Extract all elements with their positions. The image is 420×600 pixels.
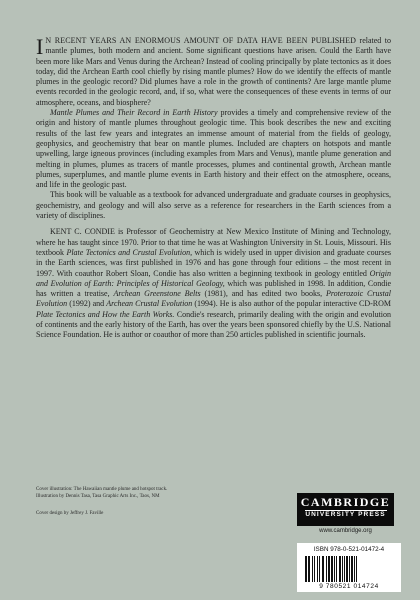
- bio-text: is Professor of Geochemistry at New Mexico Institute of Mining and Technology, where he has taught since 1970. Prior to that time he was at Washington University in St. Louis, Missouri. His textbook: [36, 227, 392, 257]
- bio-text: which is widely used in upper division and graduate courses in the Earth sciences, was first published in 1976 and has gone through four editions – the most recent in 1997. With coauthor Robert Sloan, Condie has also written a beginning textbook in geology entitled: [36, 247, 392, 278]
- bio-text: (1992) and: [69, 299, 105, 309]
- publisher-url: www.cambridge.org: [319, 528, 372, 534]
- barcode-bar: [339, 556, 341, 582]
- isbn-label: ISBN 978-0-521-01472-4: [313, 546, 385, 553]
- blurb-paragraph-3: This book will be valuable as a textbook for advanced undergraduate and graduate courses in geophysics, geochemistry, and geology and will also serve as a reference for researchers in the Earth sciences from a variety of disciplines.: [36, 190, 391, 221]
- bio-text: (1994). He is also author of the popular interactive CD-ROM: [194, 299, 392, 309]
- bio-book-title: Plate Tectonics and How the Earth Works.: [36, 309, 175, 319]
- barcode-bar: [331, 556, 333, 582]
- credit-line: Illustration by Dennis Tasa, Tasa Graphic Arts Inc., Taos, NM: [36, 494, 160, 499]
- bio-text: Condie's research, primarily dealing with the origin and evolution of continents and the early history of the Earth, has over the years been sponsored chiefly by the U.S. National Science Foundation. He is author or coauthor of more than 250 articles published in scientific journals.: [36, 309, 392, 340]
- author-name: KENT C. CONDIE: [50, 227, 115, 237]
- barcode-bar: [305, 556, 307, 582]
- barcode-bar: [336, 556, 337, 582]
- blurb-p1-text: related to mantle plumes, both modern and ancient. Some significant questions have arisen. Could the Earth have been more like Mars and Venus during the Archean? Instead of cooling principally by plate tectonics as it does today, did the Archean Earth cool chiefly by rising mantle plumes? How do we identify the effects of mantle plumes in the geologic record? Did plumes have a role in the growth of continents? Are large mantle plume events recorded in the geologic record, and, if so, what were the consequences of these events in terms of our atmosphere, oceans, and biosphere?: [36, 36, 392, 107]
- author-bio: [36, 227, 391, 340]
- cover-text: [36, 36, 391, 341]
- bio-book-title: Archean Crustal Evolution: [106, 299, 193, 309]
- bio-book-title: Proterozoic Crustal Evolution: [36, 289, 392, 309]
- cover-illustration-credit: [36, 486, 167, 500]
- barcode-bar: [317, 556, 318, 582]
- cover-design-credit: Cover design by Jeffrey J. Faville: [36, 511, 104, 516]
- barcode-bar: [308, 556, 310, 582]
- publisher-name: CAMBRIDGE: [300, 495, 391, 509]
- bio-book-title: Archean Greenstone Belts: [113, 289, 201, 299]
- barcode-bar: [319, 556, 320, 582]
- bio-text: (1981), and has edited two books,: [204, 289, 323, 299]
- barcode-bar: [344, 556, 345, 582]
- barcode-bar: [312, 556, 313, 582]
- credit-line: Cover illustration: The Hawaiian mantle plume and hotspot track.: [36, 487, 168, 492]
- bio-text: which was published in 1998. In addition, Condie has written a treatise,: [36, 278, 392, 299]
- drop-cap: I: [36, 34, 44, 59]
- book-title: Mantle Plumes and Their Record in Earth History: [50, 108, 218, 118]
- barcode-bar: [322, 556, 324, 582]
- blurb-p2-text: provides a timely and comprehensive review of the origin and history of mantle plumes throughout geologic time. This book describes the new and exciting results of the last few years and integrates an immense amount of material from the fields of geology, geophysics, and geochemistry that bear on mantle plumes. Included are chapters on hotspots and mantle upwelling, large igneous provinces (including examples from Mars and Venus), mantle plume generation and melting in plumes, plumes as tracers of mantle processes, plumes and continental growth, Archean mantle plumes, superplumes, and mantle plume events in Earth history and their effect on the atmosphere, oceans, and life in the geologic past.: [36, 108, 392, 190]
- barcode-bar: [334, 556, 335, 582]
- blurb-lead: N RECENT YEARS AN ENORMOUS AMOUNT OF DATA HAVE BEEN PUBLISHED: [45, 36, 357, 45]
- barcode-bars: [305, 556, 393, 582]
- blurb-paragraph-1: [36, 36, 391, 108]
- barcode-bar: [356, 556, 357, 582]
- publisher-press: UNIVERSITY PRESS: [305, 511, 386, 518]
- barcode-bar: [346, 556, 348, 582]
- barcode-bar: [354, 556, 355, 582]
- barcode-number: 9 780521 014724: [319, 583, 379, 590]
- barcode-bar: [349, 556, 350, 582]
- barcode-bar: [328, 556, 330, 582]
- barcode-bar: [342, 556, 343, 582]
- blurb-paragraph-2: [36, 108, 391, 190]
- barcode-bar: [351, 556, 353, 582]
- bio-book-title: Origin and Evolution of Earth: Principles of Historical Geology,: [36, 268, 392, 288]
- barcode-bar: [326, 556, 327, 582]
- bio-book-title: Plate Tectonics and Crustal Evolution,: [66, 247, 193, 257]
- publisher-logo: [297, 493, 394, 526]
- barcode-bar: [314, 556, 315, 582]
- isbn-barcode: [297, 543, 401, 592]
